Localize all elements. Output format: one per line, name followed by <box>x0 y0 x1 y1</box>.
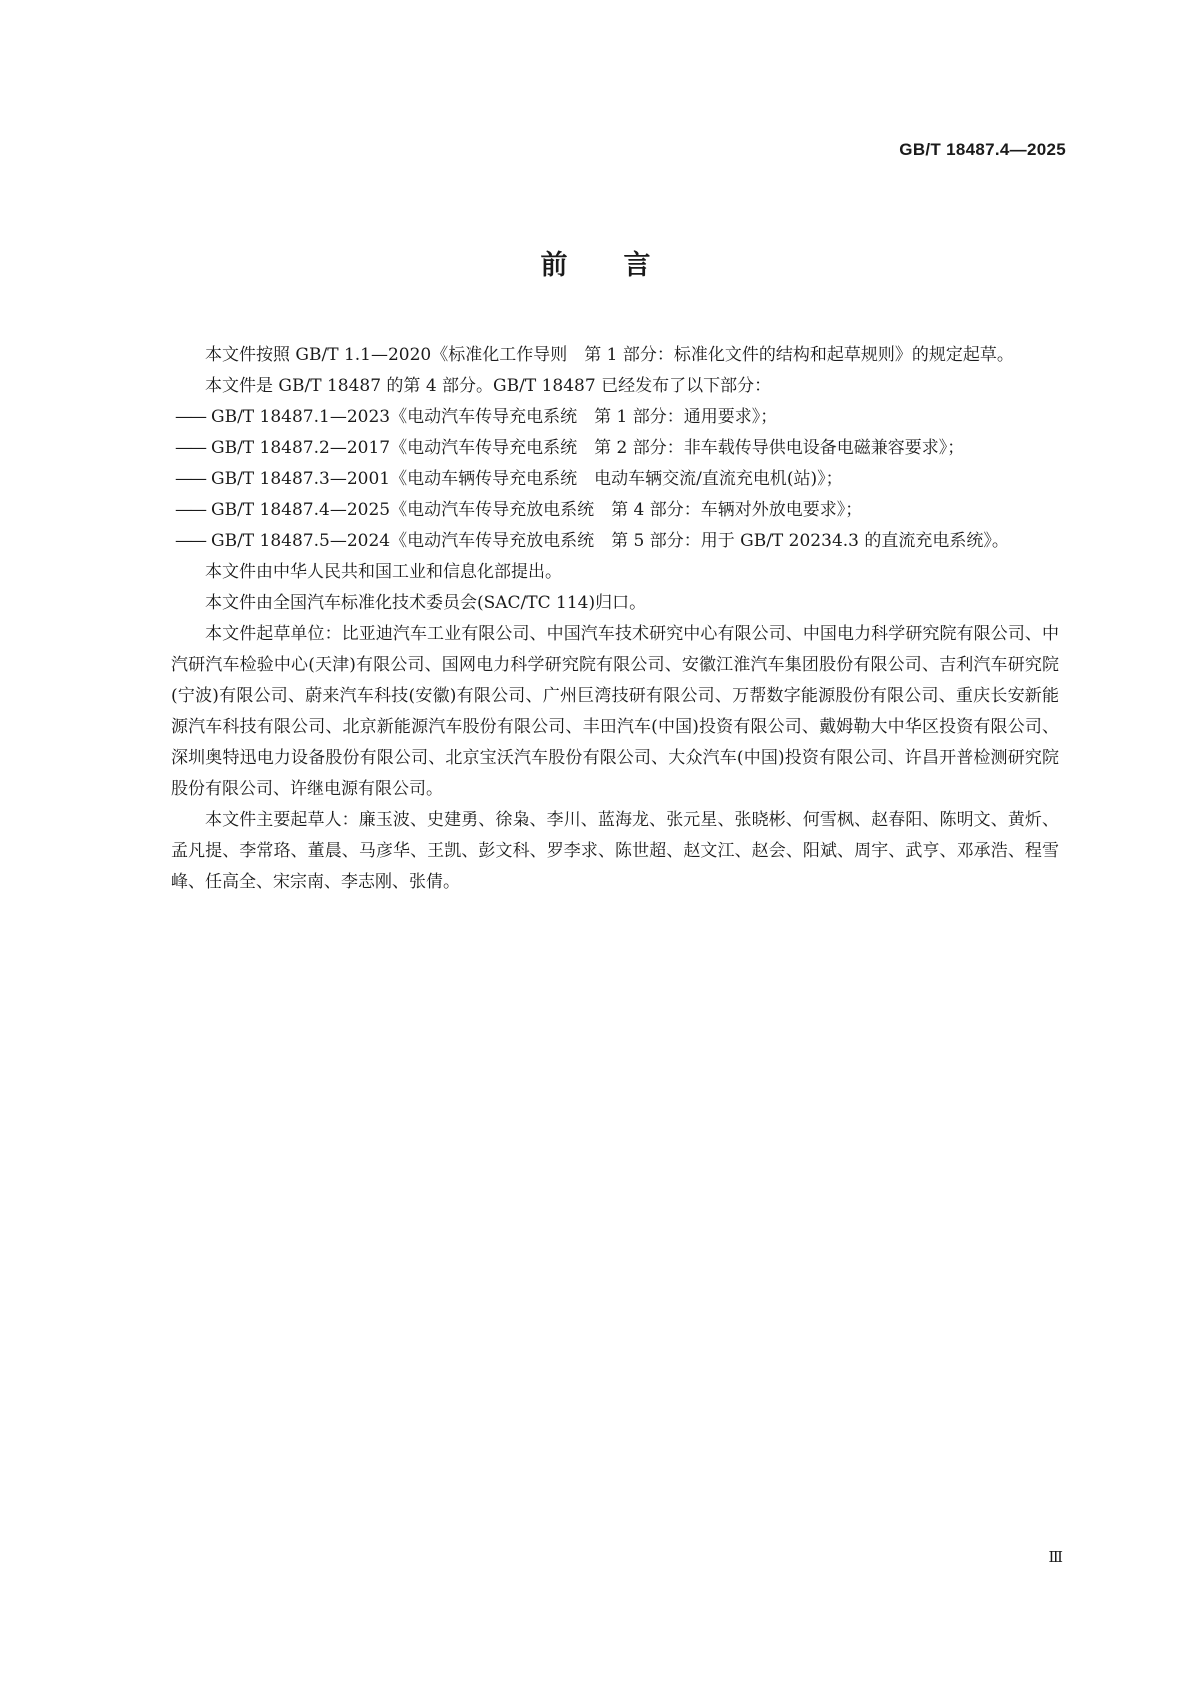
list-item-text: GB/T 18487.1—2023《电动汽车传导充电系统 第 1 部分：通用要求》； <box>211 407 778 427</box>
list-item <box>171 433 1059 464</box>
list-item <box>171 464 1059 495</box>
list-item <box>171 495 1059 526</box>
drafting-units-paragraph: 本文件起草单位：比亚迪汽车工业有限公司、中国汽车技术研究中心有限公司、中国电力科学研究院有限公司、中汽研汽车检验中心(天津)有限公司、国网电力科学研究院有限公司、安徽江淮汽车集团股份有限公司、吉利汽车研究院(宁波)有限公司、蔚来汽车科技(安徽)有限公司、广州巨湾技研有限公司、万帮数字能源股份有限公司、重庆长安新能源汽车科技有限公司、北京新能源汽车股份有限公司、丰田汽车(中国)投资有限公司、戴姆勒大中华区投资有限公司、深圳奥特迅电力设备股份有限公司、北京宝沃汽车股份有限公司、大众汽车(中国)投资有限公司、许昌开普检测研究院股份有限公司、许继电源有限公司。 <box>171 624 1059 799</box>
list-item-text: GB/T 18487.3—2001《电动车辆传导充电系统 电动车辆交流/直流充电机(站)》； <box>211 469 843 489</box>
dash-marker: —— <box>175 531 205 551</box>
dash-marker: —— <box>175 438 205 458</box>
list-item-text: GB/T 18487.5—2024《电动汽车传导充放电系统 第 5 部分：用于 GB/T 20234.3 的直流充电系统》。 <box>211 531 1009 551</box>
parts-intro-paragraph: 本文件是 GB/T 18487 的第 4 部分。GB/T 18487 已经发布了以下部分： <box>205 376 772 396</box>
committee-paragraph: 本文件由全国汽车标准化技术委员会(SAC/TC 114)归口。 <box>205 593 647 613</box>
list-item <box>171 526 1059 557</box>
dash-marker: —— <box>175 407 205 427</box>
dash-marker: —— <box>175 469 205 489</box>
list-item-text: GB/T 18487.2—2017《电动汽车传导充电系统 第 2 部分：非车载传导供电设备电磁兼容要求》； <box>211 438 965 458</box>
list-item <box>171 402 1059 433</box>
foreword-body <box>171 340 1059 898</box>
parts-list <box>171 402 1059 557</box>
page-number: Ⅲ <box>1048 1548 1063 1566</box>
list-item-text: GB/T 18487.4—2025《电动汽车传导充放电系统 第 4 部分：车辆对外放电要求》； <box>211 500 863 520</box>
drafting-rule-paragraph: 本文件按照 GB/T 1.1—2020《标准化工作导则 第 1 部分：标准化文件的结构和起草规则》的规定起草。 <box>205 345 1014 365</box>
dash-marker: —— <box>175 500 205 520</box>
drafters-paragraph: 本文件主要起草人：廉玉波、史建勇、徐枭、李川、蓝海龙、张元星、张晓彬、何雪枫、赵春阳、陈明文、黄炘、孟凡提、李常珞、董晨、马彦华、王凯、彭文科、罗李求、陈世超、赵文江、赵会、阳斌、周宇、武亨、邓承浩、程雪峰、任高全、宋宗南、李志刚、张倩。 <box>171 810 1059 892</box>
proposer-paragraph: 本文件由中华人民共和国工业和信息化部提出。 <box>205 562 562 582</box>
page-title: 前言 <box>540 250 707 281</box>
standard-number: GB/T 18487.4—2025 <box>899 140 1066 159</box>
